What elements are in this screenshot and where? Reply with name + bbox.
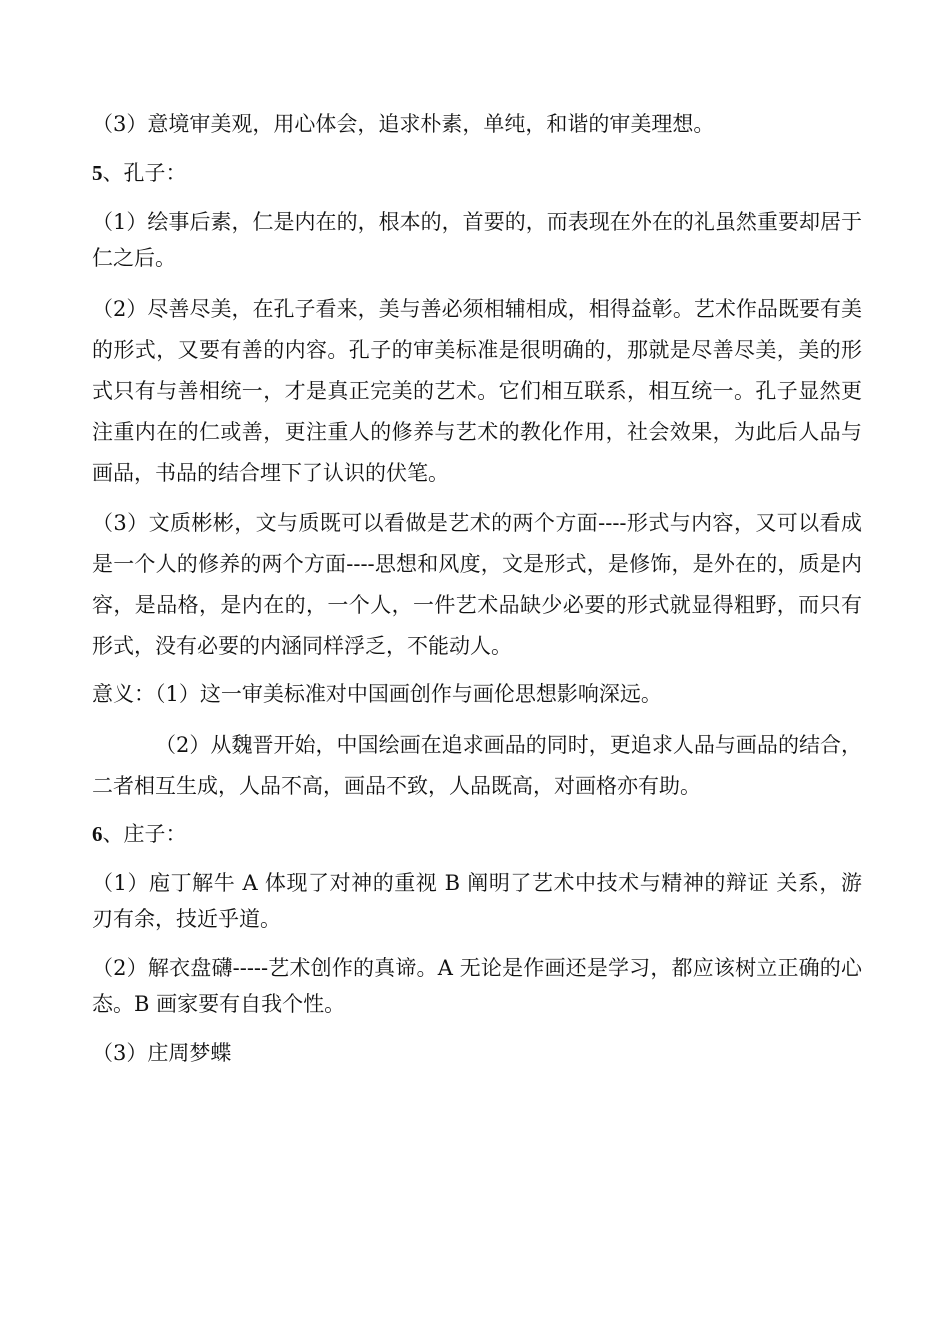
- section-heading-5: [92, 155, 862, 191]
- paragraph-aesthetic-3: （3）意境审美观，用心体会，追求朴素，单纯，和谐的审美理想。: [92, 112, 715, 136]
- section-heading-6: [92, 816, 862, 852]
- paragraph-zhuangzi-2: （2）解衣盘礴-----艺术创作的真谛。A 无论是作画还是学习，都应该树立正确的心态。B 画家要有自我个性。: [92, 956, 862, 1016]
- paragraph-zhuangzi-3: （3）庄周梦蝶: [92, 1041, 232, 1065]
- paragraph-kongzi-3: （3）文质彬彬，文与质既可以看做是艺术的两个方面----形式与内容，又可以看成是一个人的修养的两个方面----思想和风度，文是形式，是修饰，是外在的，质是内容，是品格，是内在的，一个人，一件艺术品缺少必要的形式就显得粗野，而只有形式，没有必要的内涵同样浮乏，不能动人。: [92, 511, 862, 658]
- paragraph-meaning-1: 意义：（1）这一审美标准对中国画创作与画伦思想影响深远。: [92, 682, 662, 706]
- section-title: 、庄子：: [102, 822, 187, 846]
- paragraph-kongzi-1: （1）绘事后素，仁是内在的，根本的，首要的，而表现在外在的礼虽然重要却居于仁之后。: [92, 210, 862, 270]
- document-page: [92, 106, 862, 1084]
- paragraph-kongzi-2: （2）尽善尽美，在孔子看来，美与善必须相辅相成，相得益彰。艺术作品既要有美的形式，又要有善的内容。孔子的审美标准是很明确的，那就是尽善尽美，美的形式只有与善相统一，才是真正完美的艺术。它们相互联系，相互统一。孔子显然更注重内在的仁或善，更注重人的修养与艺术的教化作用，社会效果，为此后人品与画品，书品的结合埋下了认识的伏笔。: [92, 297, 862, 485]
- paragraph-meaning-2: （2）从魏晋开始，中国绘画在追求画品的同时，更追求人品与画品的结合，二者相互生成，人品不高，画品不致，人品既高，对画格亦有助。: [92, 733, 862, 798]
- paragraph-zhuangzi-1: （1）庖丁解牛 A 体现了对神的重视 B 阐明了艺术中技术与精神的辩证 关系，游刃有余，技近乎道。: [92, 871, 862, 931]
- section-number: 5: [92, 161, 103, 185]
- section-title: 、孔子：: [102, 161, 187, 185]
- section-number: 6: [92, 822, 103, 846]
